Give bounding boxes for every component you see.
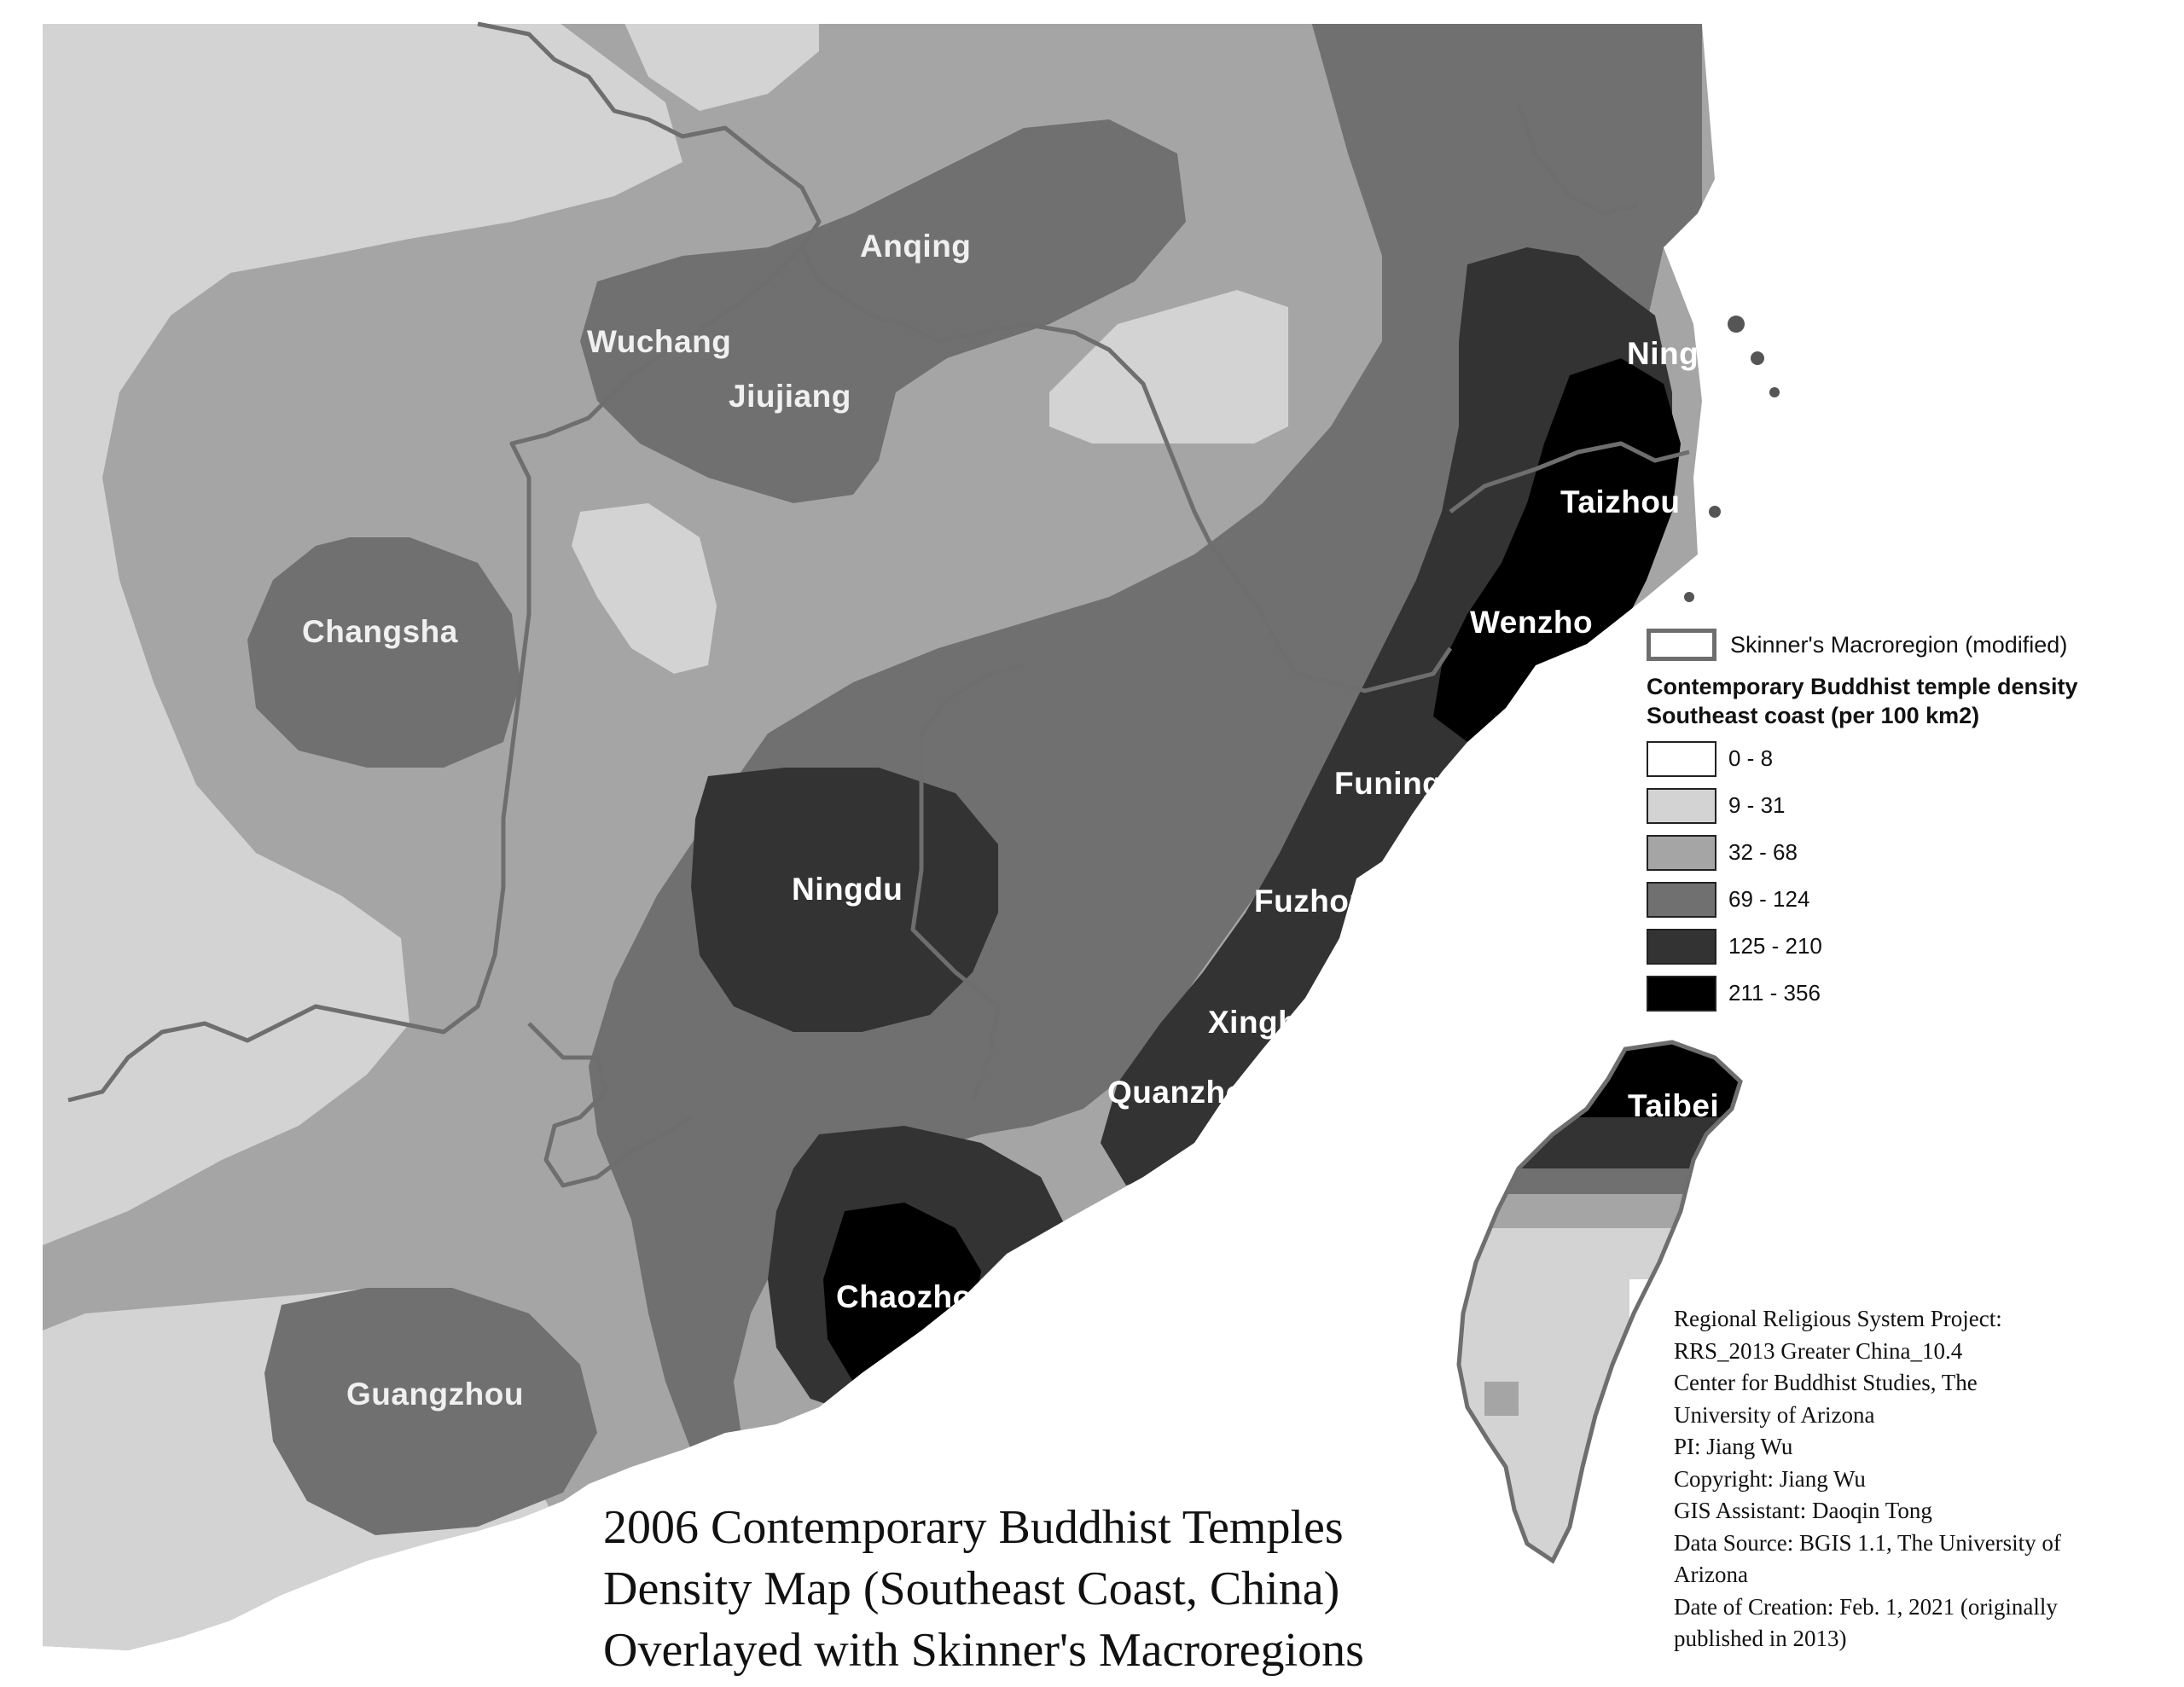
legend-class-row	[1647, 782, 2175, 829]
credit-line: Arizona	[1674, 1562, 1748, 1587]
island	[1769, 387, 1780, 397]
legend-swatch	[1647, 882, 1716, 918]
city-label-xinghua: Xinghu	[1208, 1005, 1318, 1040]
map-title	[603, 1497, 1364, 1681]
legend-class-row	[1647, 829, 2175, 876]
legend-title-line: Contemporary Buddhist temple density	[1647, 674, 2078, 699]
legend-class-row	[1647, 970, 2175, 1017]
legend-class-row	[1647, 923, 2175, 970]
map-title-line: Density Map (Southeast Coast, China)	[603, 1562, 1340, 1615]
credit-line: Regional Religious System Project:	[1674, 1306, 2002, 1331]
legend-boundary-swatch	[1647, 629, 1716, 661]
legend-class-label: 32 - 68	[1728, 839, 1798, 865]
legend-title	[1647, 672, 2175, 730]
city-label-guangzhou: Guangzhou	[346, 1377, 524, 1412]
island	[1709, 506, 1721, 518]
legend-class-row	[1647, 735, 2175, 782]
density-zone-medium	[247, 537, 520, 768]
map-credits	[1674, 1303, 2152, 1655]
legend-class-label: 0 - 8	[1728, 745, 1774, 771]
city-label-chaozhou: Chaozhou	[836, 1279, 992, 1314]
legend-swatch	[1647, 835, 1716, 871]
density-zone-medium	[1484, 1382, 1519, 1416]
legend-class-row	[1647, 876, 2175, 923]
credit-line: PI: Jiang Wu	[1674, 1434, 1793, 1459]
island	[1684, 592, 1694, 602]
credit-line: Data Source: BGIS 1.1, The University of	[1674, 1529, 2061, 1556]
city-label-fuzhou: Fuzhou	[1254, 884, 1369, 919]
legend-class-label: 211 - 356	[1728, 980, 1821, 1006]
credit-line: RRS_2013 Greater China_10.4	[1674, 1337, 1963, 1364]
city-label-funing: Funing	[1334, 766, 1443, 801]
city-label-jiujiang: Jiujiang	[729, 379, 851, 414]
legend-swatch	[1647, 741, 1716, 777]
island	[1751, 351, 1764, 365]
credit-line: Copyright: Jiang Wu	[1674, 1465, 1866, 1492]
city-label-ningdu: Ningdu	[792, 872, 903, 907]
legend-swatch	[1647, 929, 1716, 965]
island	[1728, 316, 1745, 333]
map-legend	[1647, 624, 2175, 1017]
legend-boundary-row	[1647, 624, 2175, 665]
legend-swatch	[1647, 788, 1716, 824]
legend-boundary-label: Skinner's Macroregion (modified)	[1730, 631, 2068, 658]
map-title-line: Overlayed with Skinner's Macroregions	[603, 1624, 1364, 1677]
city-label-wuchang: Wuchang	[587, 324, 732, 359]
city-label-changsha: Changsha	[302, 614, 458, 649]
legend-class-label: 69 - 124	[1728, 886, 1810, 912]
city-label-taizhou: Taizhou	[1560, 484, 1681, 519]
credit-line: Center for Buddhist Studies, The	[1674, 1370, 1978, 1395]
credit-line: University of Arizona	[1674, 1401, 1875, 1428]
city-label-wenzhou: Wenzho	[1470, 605, 1594, 640]
legend-class-label: 125 - 210	[1728, 933, 1822, 959]
legend-class-label: 9 - 31	[1728, 792, 1786, 818]
city-label-taibei: Taibei	[1628, 1088, 1720, 1123]
credit-line: GIS Assistant: Daoqin Tong	[1674, 1498, 1932, 1523]
credit-line: Date of Creation: Feb. 1, 2021 (originally	[1674, 1593, 2058, 1620]
legend-classes	[1647, 735, 2175, 1017]
legend-swatch	[1647, 976, 1716, 1012]
city-label-anqing: Anqing	[860, 229, 972, 264]
map-title-line: 2006 Contemporary Buddhist Temples	[603, 1501, 1344, 1554]
credit-line: published in 2013)	[1674, 1626, 1847, 1651]
legend-title-line: Southeast coast (per 100 km2)	[1647, 703, 1980, 728]
city-label-ningbo: Ningbo	[1627, 336, 1739, 371]
city-label-quanzhou: Quanzhou	[1107, 1075, 1265, 1110]
